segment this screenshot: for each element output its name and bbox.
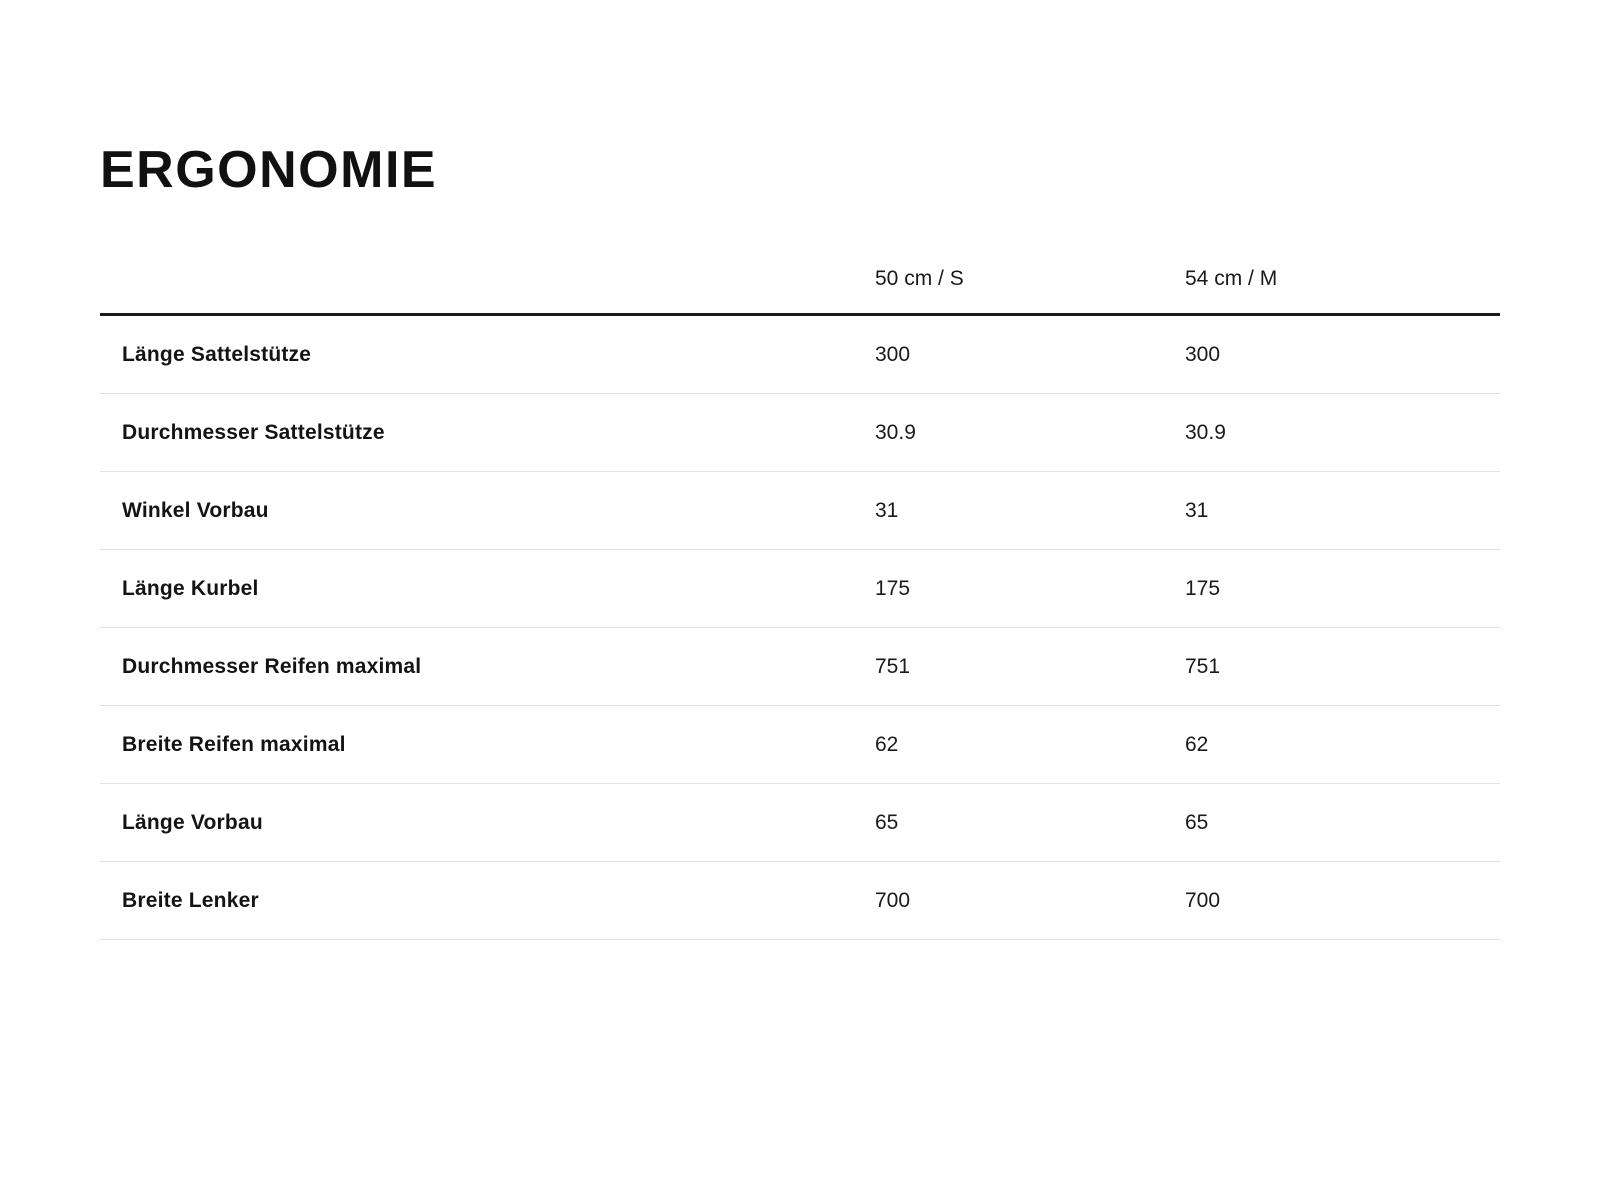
row-label: Winkel Vorbau bbox=[122, 499, 269, 523]
row-label: Breite Reifen maximal bbox=[122, 733, 346, 757]
table-header-row bbox=[100, 267, 1500, 315]
row-value-size-m: 65 bbox=[1185, 811, 1209, 835]
row-value-size-m: 751 bbox=[1185, 655, 1221, 679]
row-value-size-s: 31 bbox=[875, 499, 899, 523]
table-row bbox=[100, 628, 1500, 706]
table-row bbox=[100, 315, 1500, 394]
table-row bbox=[100, 550, 1500, 628]
row-value-size-s: 751 bbox=[875, 655, 911, 679]
row-label: Durchmesser Reifen maximal bbox=[122, 655, 422, 679]
table-header bbox=[100, 267, 1500, 315]
column-header-size-m: 54 cm / M bbox=[1185, 267, 1278, 291]
row-value-size-m: 31 bbox=[1185, 499, 1209, 523]
row-value-size-m: 700 bbox=[1185, 889, 1221, 913]
row-value-size-m: 62 bbox=[1185, 733, 1209, 757]
row-value-size-s: 62 bbox=[875, 733, 899, 757]
row-value-size-s: 700 bbox=[875, 889, 911, 913]
row-label: Breite Lenker bbox=[122, 889, 259, 913]
table-row bbox=[100, 784, 1500, 862]
row-label: Länge Vorbau bbox=[122, 811, 263, 835]
table-row bbox=[100, 706, 1500, 784]
row-value-size-m: 30.9 bbox=[1185, 421, 1226, 445]
row-label: Länge Kurbel bbox=[122, 577, 259, 601]
table-row bbox=[100, 862, 1500, 940]
row-label: Länge Sattelstütze bbox=[122, 343, 312, 367]
row-value-size-s: 300 bbox=[875, 343, 911, 367]
row-value-size-s: 65 bbox=[875, 811, 899, 835]
row-value-size-s: 175 bbox=[875, 577, 911, 601]
row-value-size-s: 30.9 bbox=[875, 421, 916, 445]
column-header-label bbox=[100, 267, 875, 315]
table-body bbox=[100, 315, 1500, 940]
table-row bbox=[100, 472, 1500, 550]
page-title: ERGONOMIE bbox=[100, 141, 438, 199]
ergonomics-spec-table bbox=[100, 267, 1500, 940]
row-value-size-m: 300 bbox=[1185, 343, 1221, 367]
row-value-size-m: 175 bbox=[1185, 577, 1221, 601]
column-header-size-s: 50 cm / S bbox=[875, 267, 964, 291]
row-label: Durchmesser Sattelstütze bbox=[122, 421, 385, 445]
table-row bbox=[100, 394, 1500, 472]
